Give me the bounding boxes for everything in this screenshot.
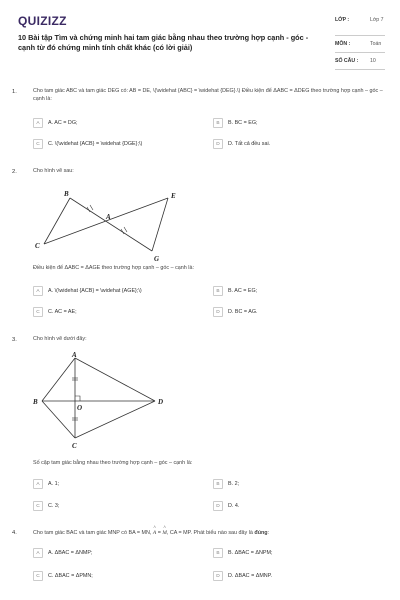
quizizz-logo: QUIZIZZ [18, 14, 67, 28]
question-number: 1. [12, 89, 17, 95]
option-letter: D [213, 307, 223, 317]
segment-eg [152, 198, 168, 251]
question-text: Cho tam giác ABC và tam giác DEG có: AB = DE, \(\widehat {ABC} = \widehat {DEG}.\) Điều kiện để ΔABC = ΔDEG theo trường hợp cạnh – góc – cạnh là: [33, 88, 383, 102]
option-text: D. Tất cả đều sai. [228, 141, 271, 147]
question-text-part: Cho tam giác BAC và tam giác MNP có BA = MN, [33, 530, 152, 536]
option-text: C. ΔBAC = ΔPMN; [48, 573, 93, 579]
option-letter: A [33, 479, 43, 489]
question-text: Cho hình vẽ sau: [33, 168, 74, 174]
meta-value: Toán [370, 41, 382, 47]
figure-kite [30, 350, 180, 460]
option-letter: D [213, 571, 223, 581]
option-text: A. 1; [48, 481, 60, 487]
question-prompt: Số cặp tam giác bằng nhau theo trường hợp cạnh – góc – cạnh là: [33, 460, 193, 466]
question-number: 3. [12, 337, 17, 343]
segment-ce [44, 198, 168, 244]
worksheet-header [0, 0, 400, 70]
option-letter: B [213, 286, 223, 296]
option-text: B. 2; [228, 481, 240, 487]
option-letter: A [33, 286, 43, 296]
meta-row-class [335, 12, 385, 36]
question-number: 4. [12, 530, 17, 536]
option-text: B. AC = EG; [228, 288, 258, 294]
option-letter: C [33, 501, 43, 511]
label-g: G [154, 255, 160, 263]
segment-bc [42, 401, 75, 438]
option-text: D. ΔBAC = ΔMNP. [228, 573, 273, 579]
option-letter: A [33, 548, 43, 558]
label-a: A [72, 351, 77, 359]
question-text-part: = [157, 530, 161, 536]
tick-mark [90, 205, 93, 210]
option-letter: B [213, 118, 223, 128]
meta-value: 10 [370, 58, 376, 64]
segment-ab [42, 358, 75, 401]
option-text: D. BC = AG. [228, 309, 258, 315]
option-letter: C [33, 139, 43, 149]
right-angle-mark [75, 396, 80, 401]
meta-label: MÔN : [335, 41, 351, 47]
meta-label: LỚP : [335, 17, 350, 23]
label-o: O [77, 404, 83, 412]
option-text: B. BC = EG; [228, 120, 258, 126]
worksheet-meta [335, 12, 385, 70]
question-number: 2. [12, 169, 17, 175]
option-letter: C [33, 307, 43, 317]
segment-ad [75, 358, 155, 401]
meta-row-count [335, 53, 385, 70]
label-e: E [171, 192, 176, 200]
tick-mark [124, 227, 127, 232]
label-b: B [33, 398, 38, 406]
option-letter: D [213, 139, 223, 149]
question-text [33, 526, 388, 538]
label-c: C [72, 442, 77, 450]
meta-label: SỐ CÂU : [335, 58, 359, 64]
option-letter: D [213, 501, 223, 511]
option-text: D. 4. [228, 503, 240, 509]
option-letter: A [33, 118, 43, 128]
segment-bc [44, 198, 70, 244]
question-text-emphasis: đúng [254, 530, 268, 536]
worksheet-title: 10 Bài tập Tìm và chứng minh hai tam giác bằng nhau theo trường hợp cạnh - góc - cạnh từ đó chứng minh tính chất khác (có lời giải) [18, 33, 309, 52]
meta-row-subject [335, 36, 385, 53]
option-text: C. \(\widehat {ACB} = \widehat {DGE};\) [48, 141, 143, 147]
question-text-part: , CA = MP. Phát biểu nào sau đây là [166, 530, 253, 536]
figure-two-triangles [30, 186, 190, 266]
angle-hat-m: ^ M [162, 526, 167, 536]
option-text: C. 3; [48, 503, 60, 509]
meta-value: Lớp 7 [370, 17, 384, 23]
option-letter: B [213, 479, 223, 489]
label-b: B [64, 190, 69, 198]
segment-bg [70, 198, 152, 251]
option-text: B. ΔBAC = ΔNPM; [228, 550, 273, 556]
option-letter: B [213, 548, 223, 558]
label-c: C [35, 242, 40, 250]
segment-cd [75, 401, 155, 438]
option-text: A. \(\widehat {ACB} = \widehat {AGE};\) [48, 288, 142, 294]
label-d: D [158, 398, 164, 406]
label-a: A [106, 213, 111, 221]
angle-hat-a: ^ A [152, 526, 157, 536]
option-text: C. AC = AE; [48, 309, 77, 315]
question-text-part: : [267, 530, 270, 536]
question-text: Cho hình vẽ dưới đây: [33, 336, 87, 342]
option-text: A. AC = DG; [48, 120, 78, 126]
option-letter: C [33, 571, 43, 581]
question-prompt: Điều kiện để ΔABC = ΔAGE theo trường hợp cạnh – góc – cạnh là: [33, 265, 194, 271]
option-text: A. ΔBAC = ΔNMP; [48, 550, 93, 556]
